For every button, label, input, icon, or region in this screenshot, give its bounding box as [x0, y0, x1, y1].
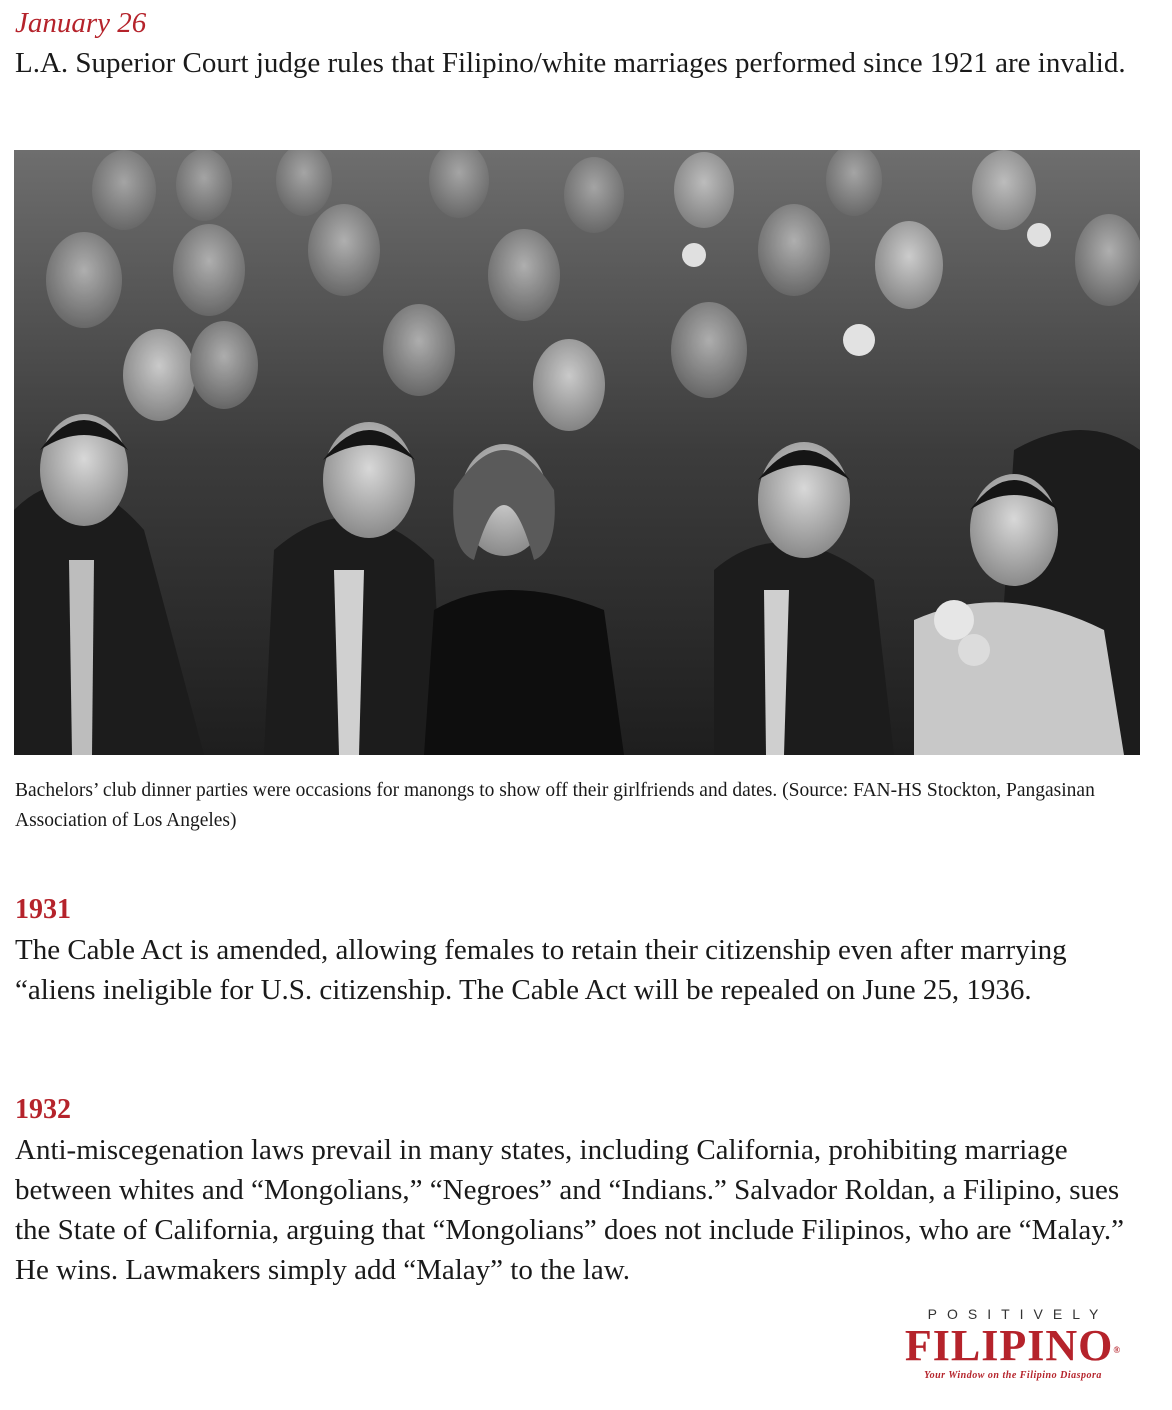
positively-filipino-logo: [893, 1305, 1133, 1383]
group-photo: [14, 150, 1140, 755]
logo-top-text: POSITIVELY: [927, 1306, 1109, 1322]
timeline-text: Anti-miscegenation laws prevail in many states, including California, prohibiting marriage between whites and “Mongolians,” “Negroes” and “Indians.” Salvador Roldan, a Filipino, sues the State of California, arguing that “Mongolians” does not include Filipinos, who are “Malay.” He wins. Lawmakers simply add “Malay” to the law.: [15, 1134, 1124, 1286]
photo-caption: Bachelors’ club dinner parties were occasions for manongs to show off their girlfriends and dates. (Source: FAN-HS Stockton, Pangasinan Association of Los Angeles): [15, 780, 1095, 831]
logo-main-text: [893, 1323, 1133, 1369]
timeline-text: The Cable Act is amended, allowing females to retain their citizenship even after marrying “aliens ineligible for U.S. citizenship. The Cable Act will be repealed on June 25, 1936.: [15, 934, 1067, 1006]
logo-wordmark: FILIPINO: [904, 1321, 1114, 1370]
entry-date: January 26: [15, 7, 147, 39]
timeline-year: 1931: [15, 894, 71, 925]
timeline-year: 1932: [15, 1094, 71, 1125]
registered-mark: ®: [1113, 1345, 1122, 1355]
logo-tagline: Your Window on the Filipino Diaspora: [924, 1370, 1102, 1381]
entry-text: L.A. Superior Court judge rules that Filipino/white marriages performed since 1921 are invalid.: [15, 47, 1126, 79]
